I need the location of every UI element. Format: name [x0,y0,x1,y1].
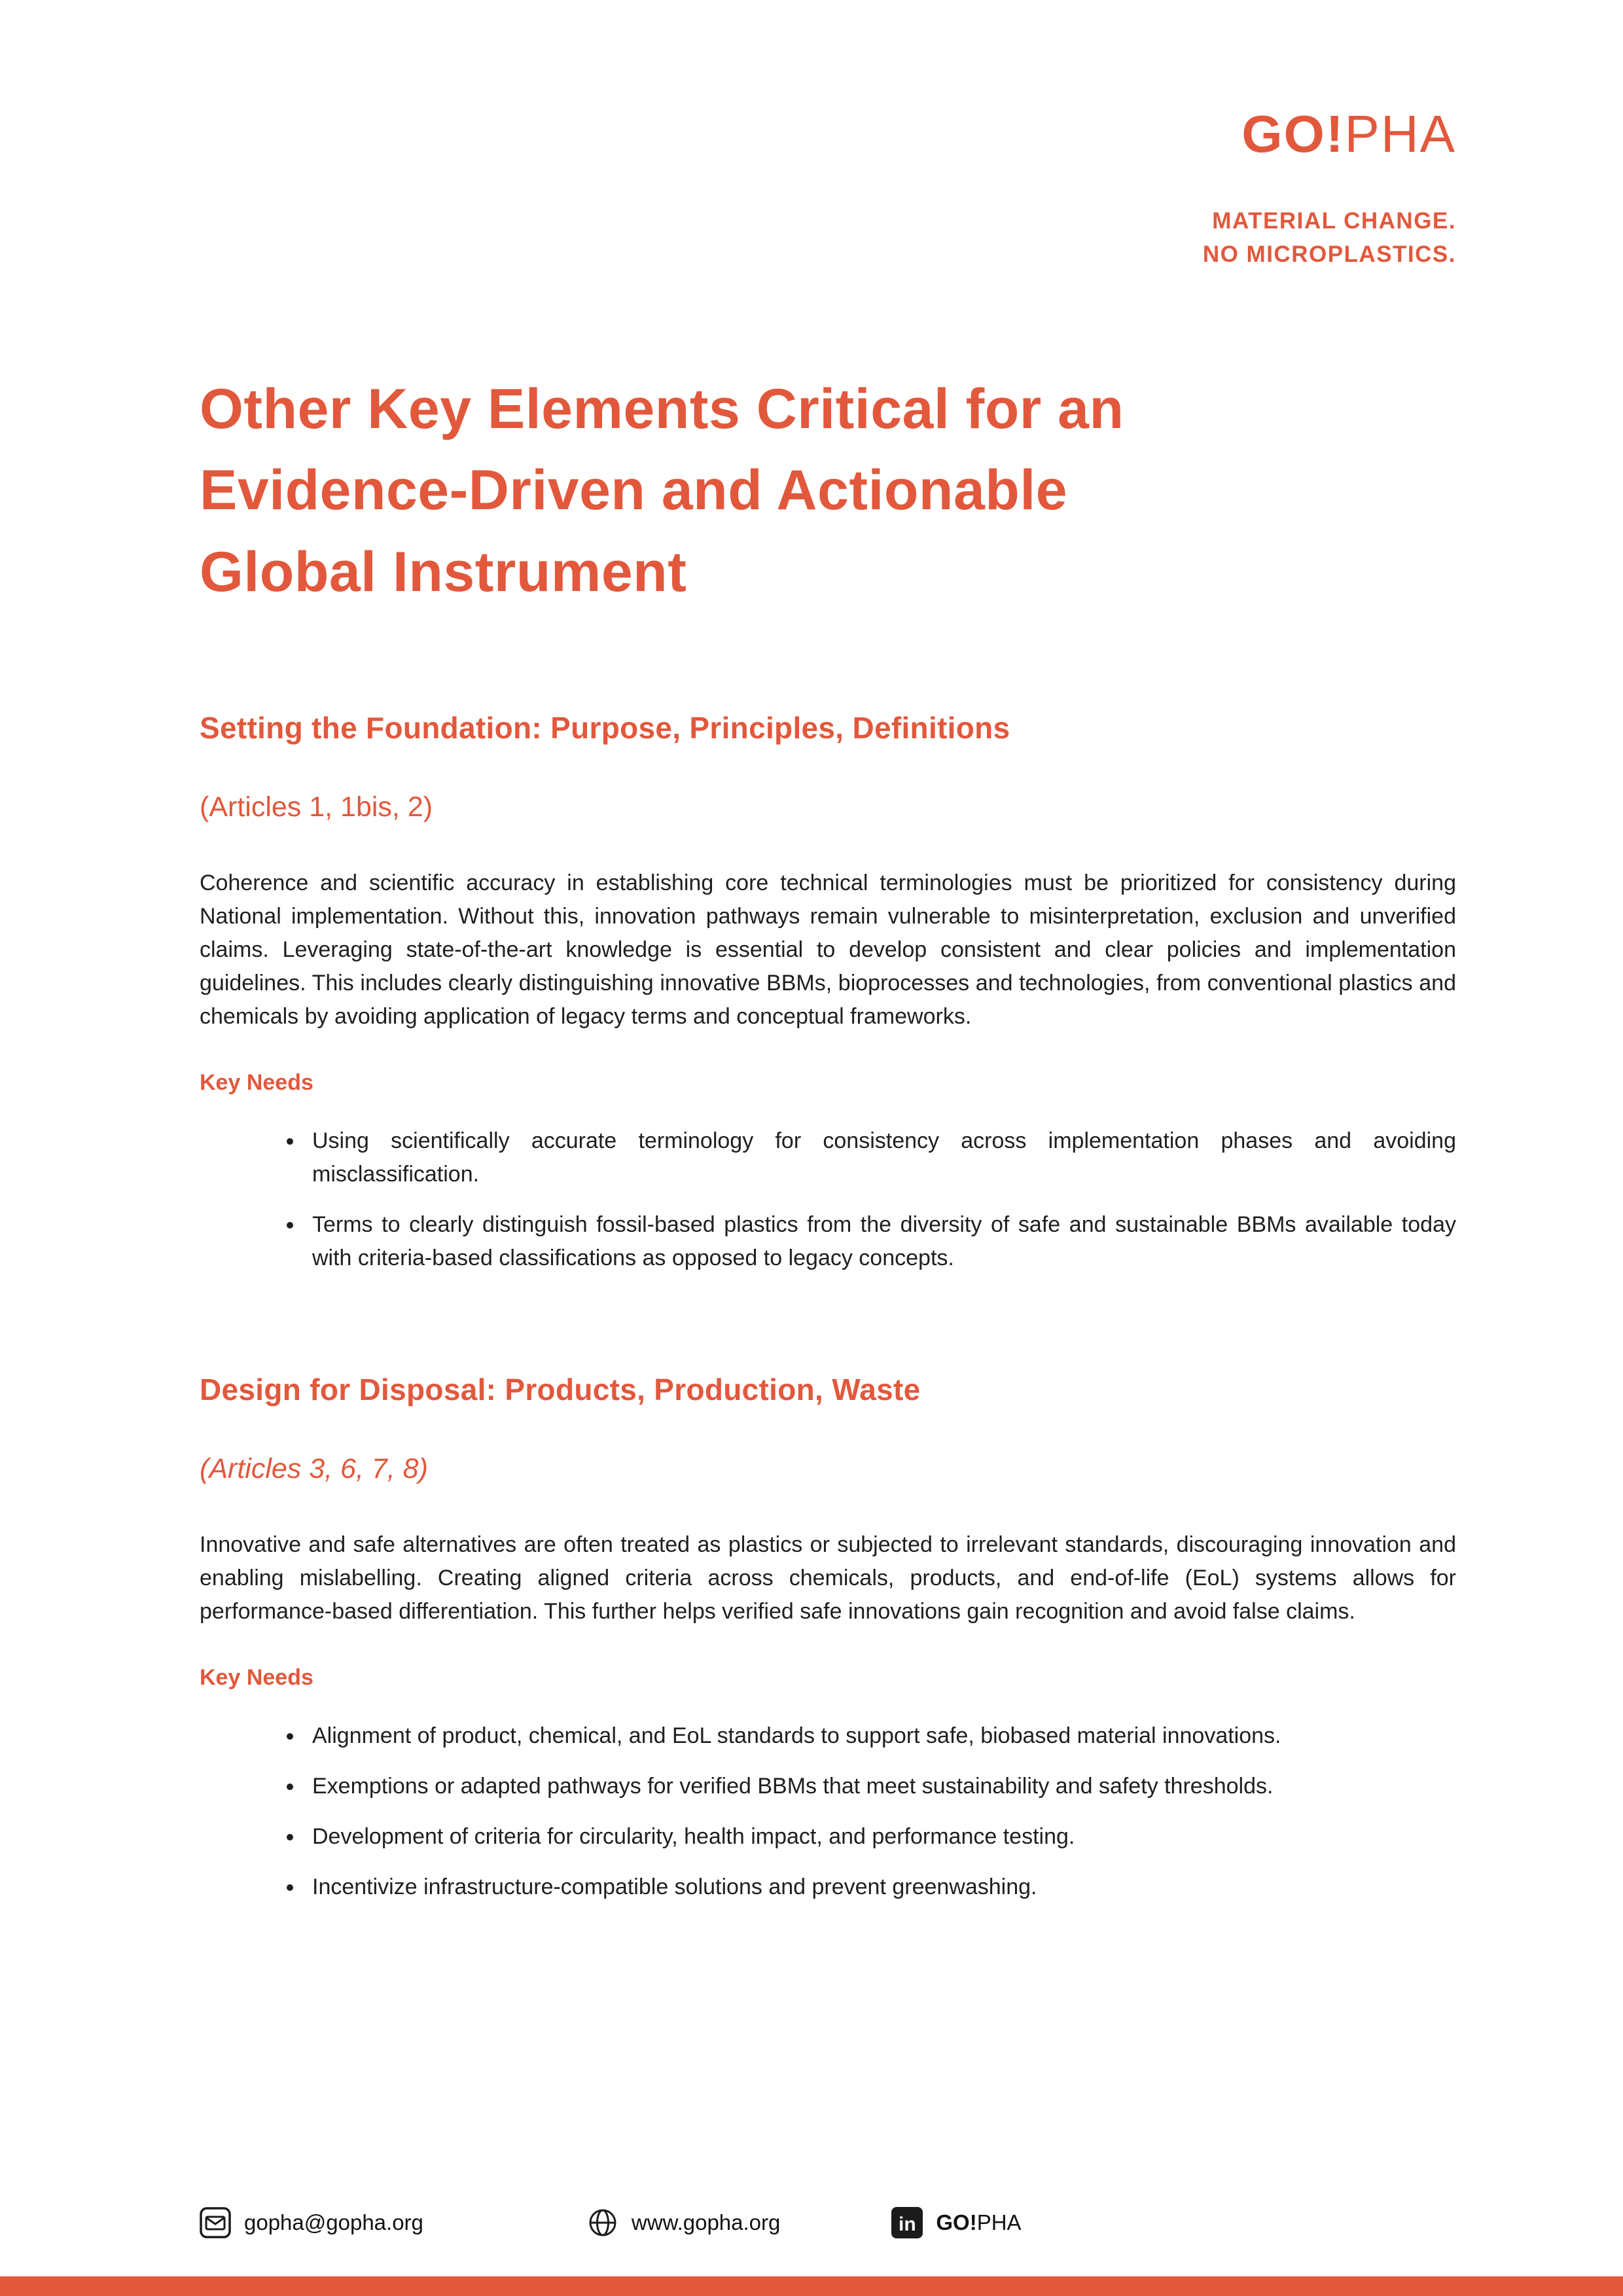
page-title-line-3: Global Instrument [200,540,687,603]
articles-reference: (Articles 1, 1bis, 2) [200,791,433,823]
list-item: • Alignment of product, chemical, and EoL standards to support safe, biobased material innovations. [304,1719,1456,1753]
section-heading: Design for Disposal: Products, Production, Waste [200,1372,921,1407]
email-icon [200,2207,231,2238]
key-needs-label: Key Needs [200,1069,313,1095]
page-title-line-2: Evidence-Driven and Actionable [200,459,1068,522]
list-item: • Development of criteria for circularity, health impact, and performance testing. [304,1820,1456,1854]
list-item: • Terms to clearly distinguish fossil-based plastics from the diversity of safe and sustainable BBMs available today with criteria-based classifications as opposed to legacy concepts. [304,1208,1456,1275]
section-heading: Setting the Foundation: Purpose, Principles, Definitions [200,710,1010,745]
section-body-paragraph: Innovative and safe alternatives are often treated as plastics or subjected to irrelevant standards, discouraging innovation and enabling mislabelling. Creating aligned criteria across chemicals, products, and end-of-life (EoL) systems allows for performance-based differentiation. This further helps verified safe innovations gain recognition and avoid false claims. [200,1532,1456,1624]
tagline-line-1: MATERIAL CHANGE. [1212,208,1456,234]
page-header [200,105,1456,272]
tagline-line-2: NO MICROPLASTICS. [1202,241,1456,267]
email-address[interactable]: gopha@gopha.org [244,2210,423,2234]
linkedin-handle-rest: PHA [976,2210,1022,2234]
linkedin-icon[interactable]: in [891,2207,923,2238]
list-item: • Using scientifically accurate terminology for consistency across implementation phases and avoiding misclassification. [304,1124,1456,1191]
section-body-paragraph: Coherence and scientific accuracy in establishing core technical terminologies must be prioritized for consistency during National implementation. Without this, innovation pathways remain vulnerable to misinterpretation, exclusion and unverified claims. Leveraging state-of-the-art knowledge is essential to develop consistent and clear policies and implementation guidelines. This includes clearly distinguishing innovative BBMs, bioprocesses and technologies, from conventional plastics and chemicals by avoiding application of legacy terms and conceptual frameworks. [200,870,1456,1029]
linkedin-handle[interactable] [936,2210,1021,2235]
logo-light-part: PHA [1344,105,1456,163]
key-needs-list [200,1719,1456,1904]
footer-email [200,2207,423,2238]
logo-bold-part: GO! [1241,105,1345,163]
page-title-line-1: Other Key Elements Critical for an [200,377,1124,440]
website-url[interactable]: www.gopha.org [631,2210,781,2234]
section-design-for-disposal [200,1372,1456,1904]
list-item: • Exemptions or adapted pathways for verified BBMs that meet sustainability and safety thresholds. [304,1770,1456,1803]
list-item: • Incentivize infrastructure-compatible solutions and prevent greenwashing. [304,1871,1456,1904]
gopha-logo [1241,105,1456,163]
key-needs-label: Key Needs [200,1664,313,1690]
linkedin-handle-bold: GO! [936,2210,977,2234]
footer-linkedin [891,2207,1021,2238]
brand-tagline [1203,205,1456,272]
page-title [200,368,1456,613]
footer-website [587,2207,780,2238]
section-foundation [200,710,1456,1275]
accent-bottom-bar [0,2276,1623,2296]
globe-icon [587,2207,618,2238]
key-needs-list [200,1124,1456,1275]
articles-reference: (Articles 3, 6, 7, 8) [200,1452,428,1484]
page-footer [200,2207,1456,2238]
